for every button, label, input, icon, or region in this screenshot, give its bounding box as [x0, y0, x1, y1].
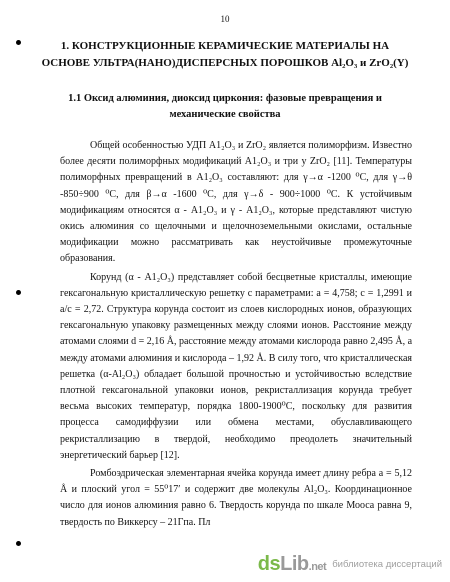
section-heading-line-2: механические свойства — [169, 109, 281, 120]
paragraph: Общей особенностью УДП А1₂О₃ и ZrO₂ является полиморфизм. Известно более десяти полиморфных модификаций А1₂О₃ и три у ZrO₂ [11]. Температуры полиморфных превращений в А1₂О₃ составляют: для γ→α -1200 ⁰С, для γ→θ -850÷900 ⁰С, для β→α -1600 ⁰С, для γ→δ - 900÷1000 ⁰С. К устойчивым модификациям относятся α - А1₂О₃ и γ - А1₂О₃, которые представляют чистую окись алюминия со щелочными и щелочноземельными окислами, остальные модификации можно рассматривать как неустойчивые промежуточные образования. — [60, 140, 412, 265]
chapter-heading-line-1: 1. КОНСТРУКЦИОННЫЕ КЕРАМИЧЕСКИЕ МАТЕРИАЛЫ НА — [60, 40, 390, 52]
watermark — [258, 553, 442, 576]
paragraph: Ромбоэдрическая элементарная ячейка корунда имеет длину ребра а = 5,12 Å и плоский угол = 55⁰17ʹ и содержит две молекулы Al₂O₃. Координационное число для ионов алюминия равно 6. Твердость корунда по шкале Мооса равна 9, твердость по Виккерсу – 21Гпа. Пл — [60, 468, 412, 528]
binding-hole-dot — [16, 40, 21, 45]
dslib-logo: ds Lib .net — [257, 553, 327, 575]
binding-hole-dot — [16, 290, 21, 295]
watermark-caption: библиотека диссертаций — [332, 559, 442, 570]
paragraph: Корунд (α - А1₂О₃) представляет собой бесцветные кристаллы, имеющие гексагональную кристаллическую решетку с параметрами: а = 4,758; с = 1,2991 и а/с = 2,72. Структура корунда состоит из слоев кислородных ионов, образующих гексагональную упаковку размещенных между слоями ионов. Расстояние между атомами слоями d = 2,16 Å, расстояние между атомами кислорода равно 2,495 Å, а между атомами алюминия и кислорода – 1,92 Å. В силу того, что кристаллическая решетка (α-Al₂O₃) обладает большой прочностью и устойчивостью вследствие плотной гексагональной упаковки ионов, рекристаллизация корунда требует весьма высоких температур, порядка 1800-1900⁰С, поскольку для развития процесса самодиффузии или обмена местами, обуславливающего рекристаллизацию в твердой, необходимо преодолеть значительный энергетический барьер [12]. — [60, 271, 413, 461]
chapter-heading — [40, 38, 410, 72]
body-text — [60, 138, 412, 531]
section-heading — [55, 91, 395, 123]
chapter-heading-line-2: ОСНОВЕ УЛЬТРА(НАНО)ДИСПЕРСНЫХ ПОРОШКОВ Al₂O₃ и ZrO₂(Y) — [41, 57, 409, 69]
binding-hole-dot — [16, 541, 21, 546]
section-heading-line-1: 1.1 Оксид алюминия, диоксид циркония: фазовые превращения и — [68, 93, 382, 104]
page-number: 10 — [220, 14, 230, 24]
